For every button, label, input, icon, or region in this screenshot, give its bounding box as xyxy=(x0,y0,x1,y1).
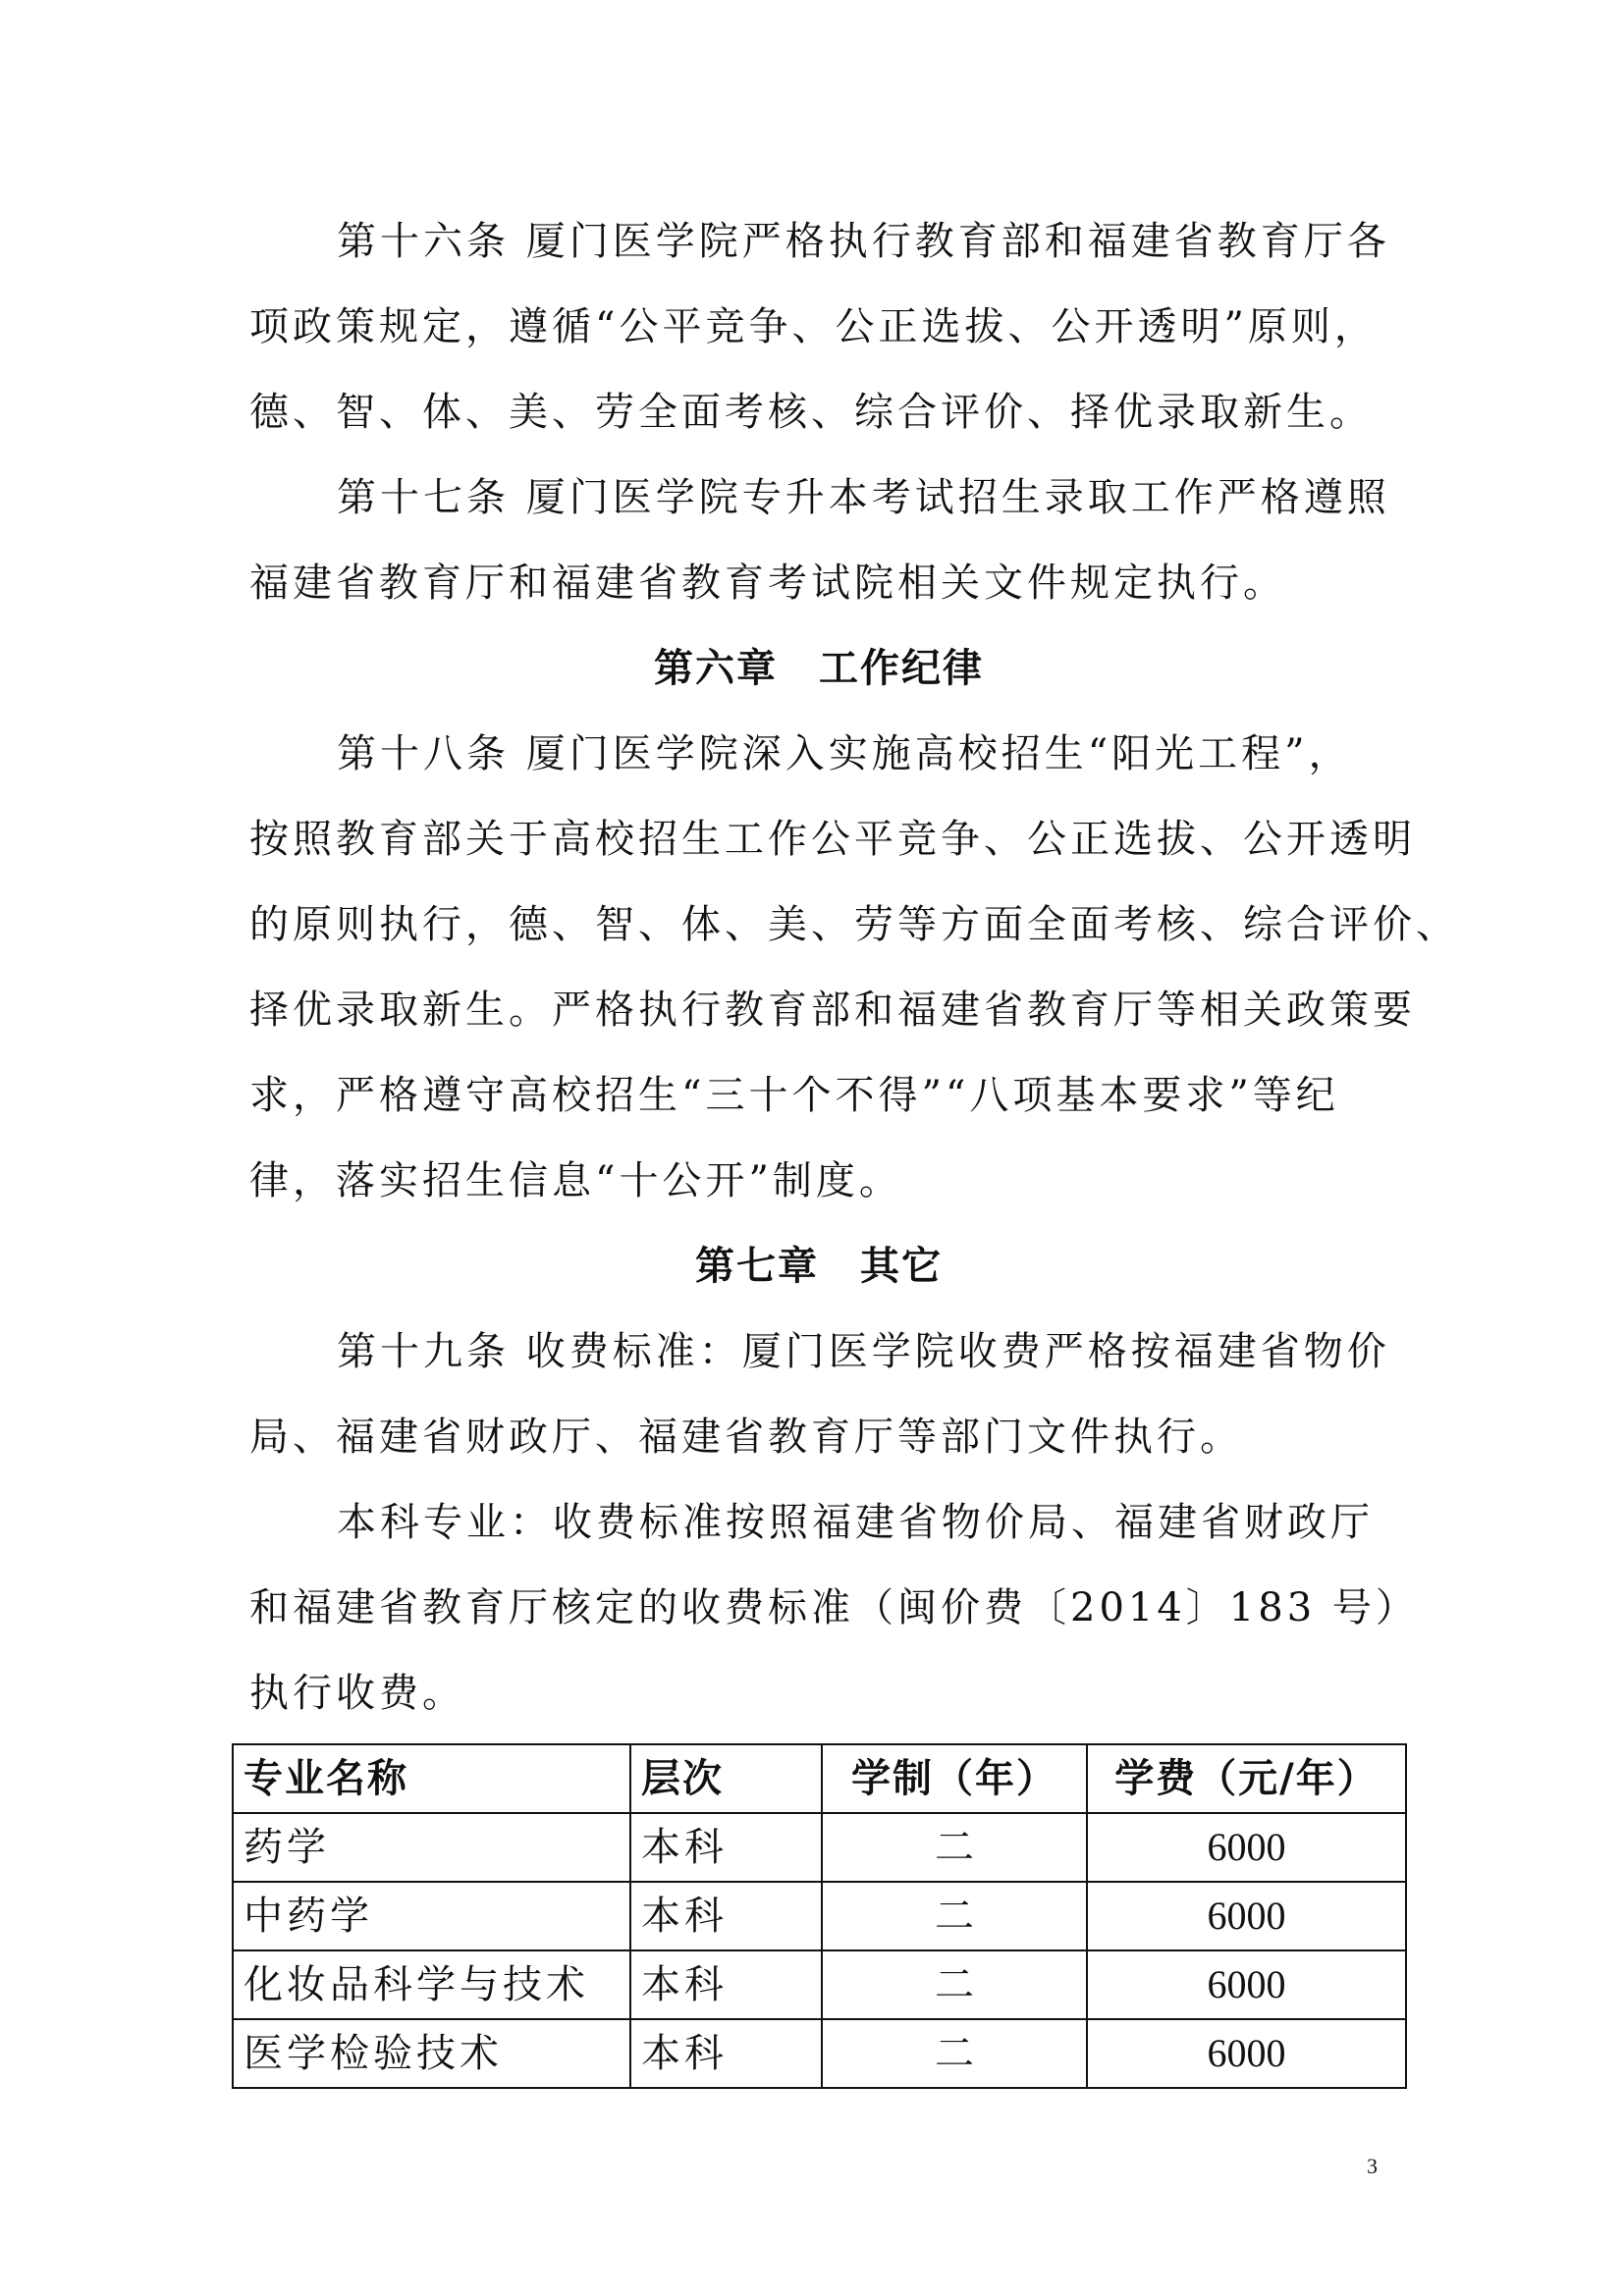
article-18-line-3: 的原则执行，德、智、体、美、劳等方面全面考核、综合评价、 xyxy=(249,902,1459,947)
article-16-line-2: 项政策规定，遵循“公平竞争、公正选拔、公开透明”原则， xyxy=(249,304,1378,349)
article-18-line-2: 按照教育部关于高校招生工作公平竞争、公正选拔、公开透明 xyxy=(249,817,1416,862)
header-tuition: 学费（元/年） xyxy=(1087,1744,1406,1813)
fee-table-header-row xyxy=(233,1744,1406,1813)
cell-level: 本科 xyxy=(630,1950,822,2019)
cell-level: 本科 xyxy=(630,2019,822,2088)
table-row xyxy=(233,1813,1406,1882)
article-17-line-2: 福建省教育厅和福建省教育考试院相关文件规定执行。 xyxy=(249,561,1286,606)
article-16-line-1: 第十六条 厦门医学院严格执行教育部和福建省教育厅各 xyxy=(337,219,1390,264)
cell-major-name: 化妆品科学与技术 xyxy=(233,1950,630,2019)
cell-level: 本科 xyxy=(630,1813,822,1882)
article-16-line-3: 德、智、体、美、劳全面考核、综合评价、择优录取新生。 xyxy=(249,390,1373,435)
cell-tuition: 6000 xyxy=(1087,1950,1406,2019)
undergrad-fee-line-1: 本科专业：收费标准按照福建省物价局、福建省财政厅 xyxy=(337,1500,1374,1545)
cell-tuition: 6000 xyxy=(1087,1813,1406,1882)
cell-major-name: 医学检验技术 xyxy=(233,2019,630,2088)
table-row xyxy=(233,1882,1406,1950)
header-major-name: 专业名称 xyxy=(233,1744,630,1813)
page-number: 3 xyxy=(1367,2154,1378,2178)
cell-major-name: 中药学 xyxy=(233,1882,630,1950)
undergrad-fee-line-3: 执行收费。 xyxy=(249,1671,465,1716)
article-18-line-6: 律，落实招生信息“十公开”制度。 xyxy=(249,1158,902,1203)
undergrad-fee-line-2: 和福建省教育厅核定的收费标准（闽价费〔2014〕183 号） xyxy=(249,1585,1419,1630)
article-18-line-5: 求，严格遵守高校招生“三十个不得”“八项基本要求”等纪 xyxy=(249,1073,1339,1118)
article-19-line-1: 第十九条 收费标准：厦门医学院收费严格按福建省物价 xyxy=(337,1329,1390,1374)
cell-duration: 二 xyxy=(822,1950,1087,2019)
article-18-line-1: 第十八条 厦门医学院深入实施高校招生“阳光工程”， xyxy=(337,731,1352,776)
cell-duration: 二 xyxy=(822,2019,1087,2088)
table-row xyxy=(233,1950,1406,2019)
cell-duration: 二 xyxy=(822,1882,1087,1950)
cell-tuition: 6000 xyxy=(1087,1882,1406,1950)
cell-tuition: 6000 xyxy=(1087,2019,1406,2088)
table-row xyxy=(233,2019,1406,2088)
cell-major-name: 药学 xyxy=(233,1813,630,1882)
chapter-6-heading: 第六章 工作纪律 xyxy=(654,646,984,691)
cell-duration: 二 xyxy=(822,1813,1087,1882)
chapter-7-heading: 第七章 其它 xyxy=(695,1244,943,1289)
cell-level: 本科 xyxy=(630,1882,822,1950)
article-19-line-2: 局、福建省财政厅、福建省教育厅等部门文件执行。 xyxy=(249,1415,1243,1460)
article-18-line-4: 择优录取新生。严格执行教育部和福建省教育厅等相关政策要 xyxy=(249,988,1416,1033)
fee-table xyxy=(232,1743,1407,2089)
article-17-line-1: 第十七条 厦门医学院专升本考试招生录取工作严格遵照 xyxy=(337,475,1390,520)
header-level: 层次 xyxy=(630,1744,822,1813)
header-duration: 学制（年） xyxy=(822,1744,1087,1813)
